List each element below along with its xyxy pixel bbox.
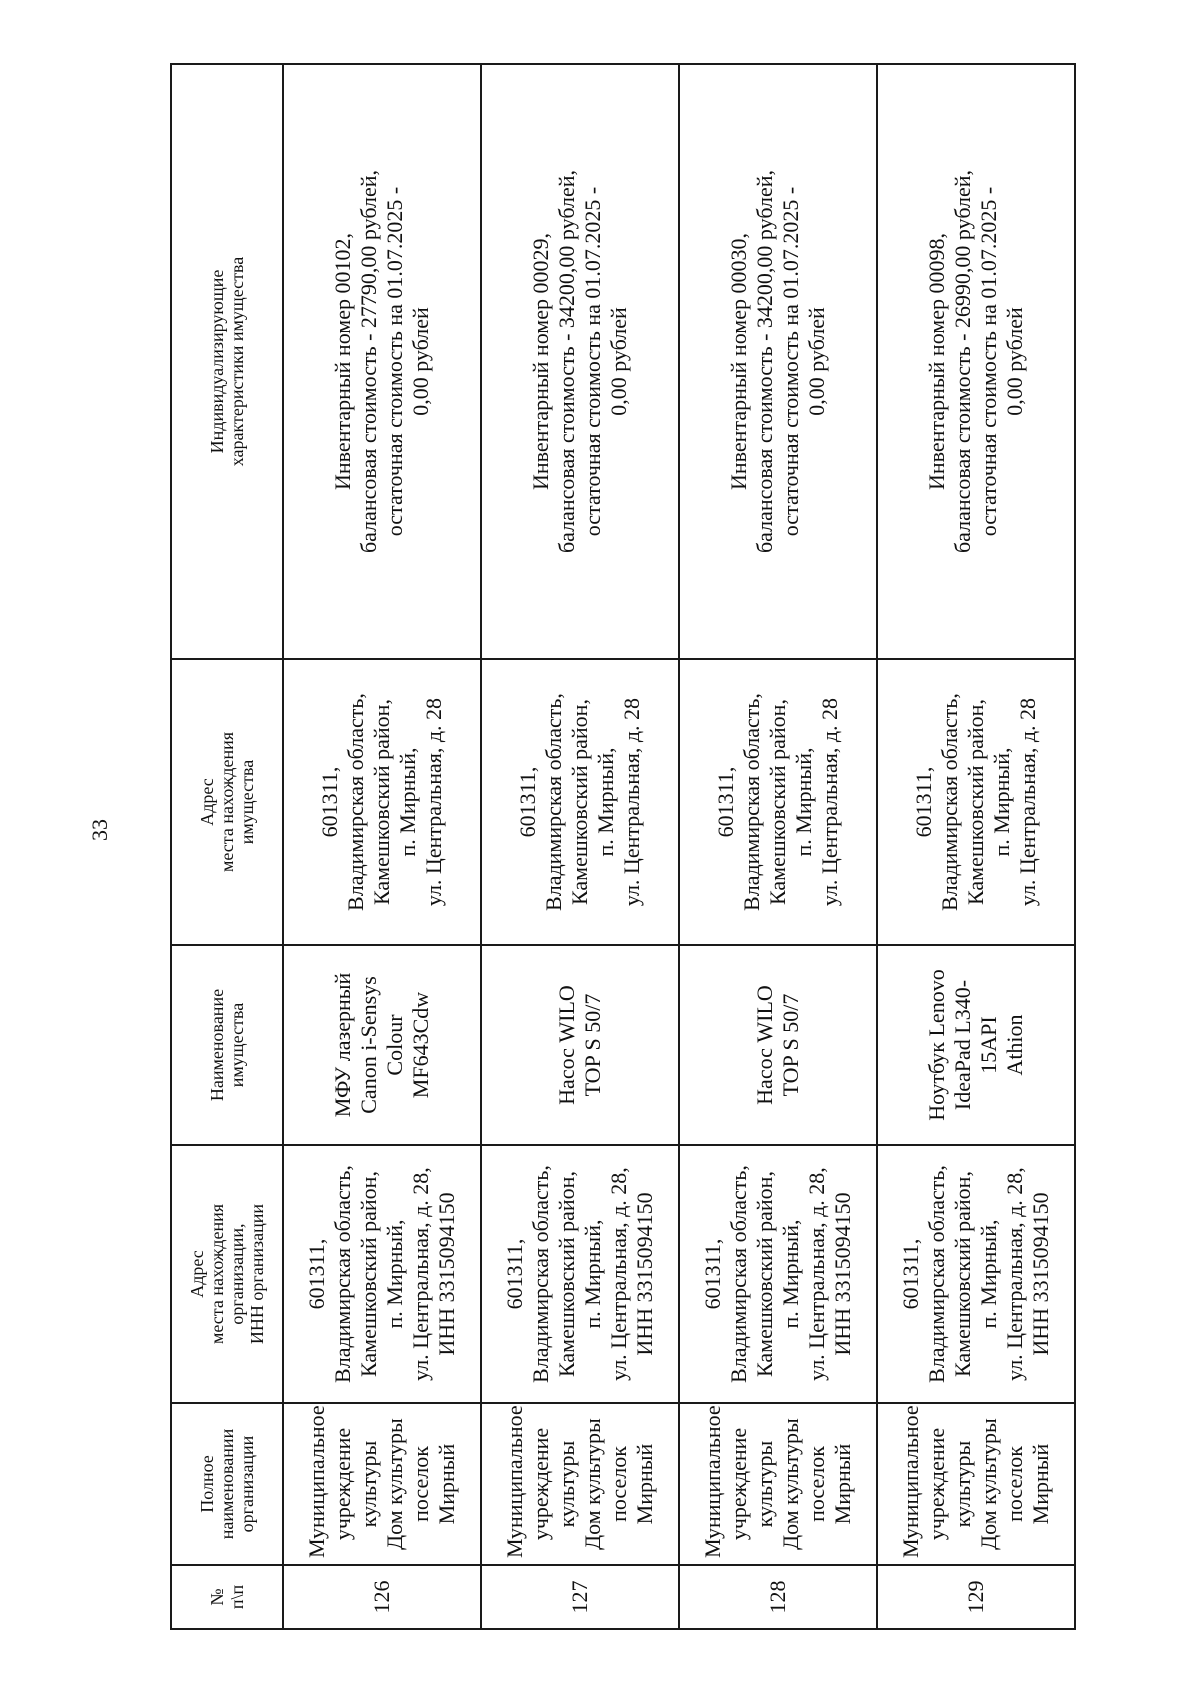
header-org-address: Адрес места нахождения организации, ИНН организации (171, 1145, 283, 1403)
header-characteristics: Индивидуализирующие характеристики имущества (171, 64, 283, 659)
cell-characteristics: Инвентарный номер 00030, балансовая стоимость - 34200,00 рублей, остаточная стоимость на 01.07.2025 - 0,00 рублей (679, 64, 877, 659)
cell-asset-name: Насос WILO TOP S 50/7 (679, 945, 877, 1145)
cell-num: 128 (679, 1565, 877, 1629)
cell-asset-name: МФУ лазерный Canon i-Sensys Colour MF643Cdw (283, 945, 481, 1145)
cell-characteristics: Инвентарный номер 00029, балансовая стоимость - 34200,00 рублей, остаточная стоимость на 01.07.2025 - 0,00 рублей (481, 64, 679, 659)
cell-org-name: Муниципальное учреждение культуры Дом культуры поселок Мирный (283, 1403, 481, 1565)
cell-asset-address: 601311, Владимирская область, Камешковский район, п. Мирный, ул. Центральная, д. 28 (481, 659, 679, 945)
header-asset-address: Адрес места нахождения имущества (171, 659, 283, 945)
cell-num: 127 (481, 1565, 679, 1629)
cell-org-name: Муниципальное учреждение культуры Дом культуры поселок Мирный (481, 1403, 679, 1565)
cell-num: 126 (283, 1565, 481, 1629)
cell-asset-name: Ноутбук Lenovo IdeaPad L340-15API Athion (877, 945, 1075, 1145)
table-row (679, 64, 877, 1629)
cell-org-address: 601311, Владимирская область, Камешковский район, п. Мирный, ул. Центральная, д. 28, ИНН 3315094150 (283, 1145, 481, 1403)
cell-characteristics: Инвентарный номер 00098, балансовая стоимость - 26990,00 рублей, остаточная стоимость на 01.07.2025 - 0,00 рублей (877, 64, 1075, 659)
cell-org-name: Муниципальное учреждение культуры Дом культуры поселок Мирный (877, 1403, 1075, 1565)
header-num: № п\п (171, 1565, 283, 1629)
rotated-table-container (170, 65, 1074, 1630)
header-asset-name: Наименование имущества (171, 945, 283, 1145)
cell-asset-name: Насос WILO TOP S 50/7 (481, 945, 679, 1145)
table-row (481, 64, 679, 1629)
cell-characteristics: Инвентарный номер 00102, балансовая стоимость - 27790,00 рублей, остаточная стоимость на 01.07.2025 - 0,00 рублей (283, 64, 481, 659)
header-org-name: Полное наименовании организации (171, 1403, 283, 1565)
property-register-table (170, 63, 1076, 1630)
cell-org-address: 601311, Владимирская область, Камешковский район, п. Мирный, ул. Центральная, д. 28, ИНН 3315094150 (877, 1145, 1075, 1403)
cell-num: 129 (877, 1565, 1075, 1629)
cell-asset-address: 601311, Владимирская область, Камешковский район, п. Мирный, ул. Центральная, д. 28 (679, 659, 877, 945)
cell-asset-address: 601311, Владимирская область, Камешковский район, п. Мирный, ул. Центральная, д. 28 (877, 659, 1075, 945)
cell-org-address: 601311, Владимирская область, Камешковский район, п. Мирный, ул. Центральная, д. 28, ИНН 3315094150 (679, 1145, 877, 1403)
table-row (877, 64, 1075, 1629)
page-number: 33 (87, 819, 112, 841)
table-header-row (171, 64, 283, 1629)
table-row (283, 64, 481, 1629)
cell-asset-address: 601311, Владимирская область, Камешковский район, п. Мирный, ул. Центральная, д. 28 (283, 659, 481, 945)
cell-org-name: Муниципальное учреждение культуры Дом культуры поселок Мирный (679, 1403, 877, 1565)
cell-org-address: 601311, Владимирская область, Камешковский район, п. Мирный, ул. Центральная, д. 28, ИНН 3315094150 (481, 1145, 679, 1403)
